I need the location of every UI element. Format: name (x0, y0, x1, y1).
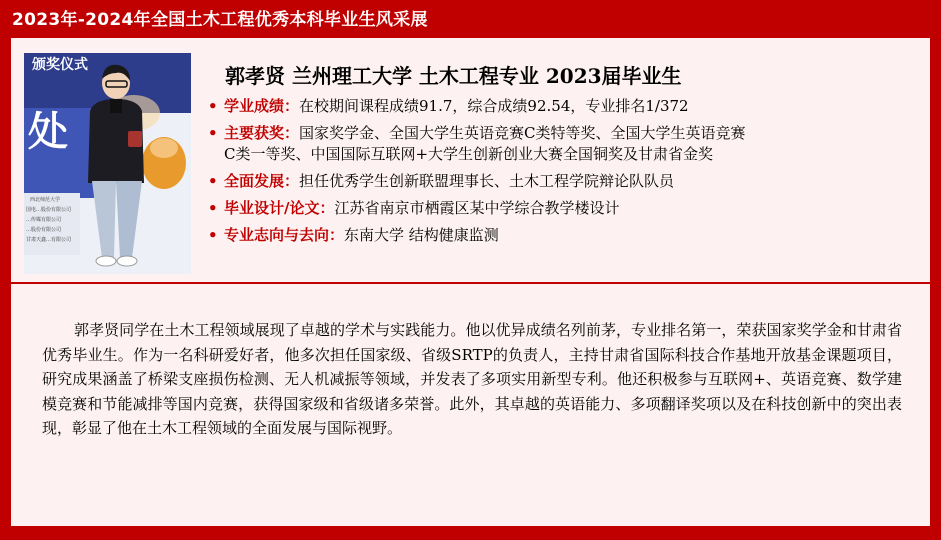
section-divider (11, 282, 930, 284)
info-key: 全面发展： (224, 172, 300, 190)
sponsor: 国电…股份有限公司 (26, 207, 72, 213)
info-row-development (208, 171, 918, 192)
student-photo (24, 53, 191, 274)
sponsor: …股份有限公司 (26, 227, 62, 233)
info-value: 担任优秀学生创新联盟理事长、土木工程学院辩论队队员 (299, 172, 675, 190)
info-key: 毕业设计/论文： (224, 199, 335, 217)
bullet-icon: • (208, 124, 218, 142)
profile-title: 郭孝贤 兰州理工大学 土木工程专业 2023届毕业生 (225, 64, 682, 88)
info-key: 专业志向与去向： (224, 226, 345, 244)
info-row-awards (208, 123, 918, 165)
bullet-icon: • (208, 172, 218, 190)
info-value: 东南大学 结构健康监测 (344, 226, 499, 244)
sponsor: 西北师范大学 (30, 197, 61, 203)
sponsor: …传媒有限公司 (26, 217, 62, 223)
bullet-icon: • (208, 226, 218, 244)
info-key: 学业成绩： (224, 97, 300, 115)
svg-text:处: 处 (28, 109, 68, 155)
frame-bottom-border (0, 526, 941, 540)
info-list (208, 96, 918, 252)
bullet-icon: • (208, 97, 218, 115)
biography-paragraph: 郭孝贤同学在土木工程领域展现了卓越的学术与实践能力。他以优异成绩名列前茅，专业排名第一，荣获国家奖学金和甘肃省优秀毕业生。作为一名科研爱好者，他多次担任国家级、省级SRTP的负责人，主持甘肃省国际科技合作基地开放基金课题项目，研究成果涵盖了桥梁支座损伤检测、无人机减振等领域，并发表了多项实用新型专利。他还积极参与互联网+、英语竞赛、数学建模竞赛和节能减排等国内竞赛，获得国家级和省级诸多荣誉。此外，其卓越的英语能力、多项翻译奖项以及在科技创新中的突出表现，彰显了他在土木工程领域的全面发展与国际视野。 (42, 321, 902, 437)
info-row-thesis (208, 198, 918, 219)
banner-title: 2023年-2024年全国土木工程优秀本科毕业生风采展 (12, 10, 428, 30)
photo-backdrop-text: 颁奖仪式 (32, 57, 88, 73)
frame-right-border (930, 0, 941, 540)
sponsor: 甘肃天鑫…有限公司 (26, 237, 72, 243)
info-value-continued: C类一等奖、中国国际互联网+大学生创新创业大赛全国铜奖及甘肃省金奖 (224, 145, 714, 163)
top-banner (0, 0, 941, 38)
info-row-destination (208, 225, 918, 246)
info-key: 主要获奖： (224, 124, 300, 142)
info-value: 国家奖学金、全国大学生英语竞赛C类特等奖、全国大学生英语竞赛 (299, 124, 746, 142)
info-row-academic (208, 96, 918, 117)
bullet-icon: • (208, 199, 218, 217)
frame-left-border (0, 0, 11, 540)
info-value: 江苏省南京市栖霞区某中学综合教学楼设计 (334, 199, 620, 217)
info-value: 在校期间课程成绩91.7，综合成绩92.54，专业排名1/372 (299, 97, 689, 115)
